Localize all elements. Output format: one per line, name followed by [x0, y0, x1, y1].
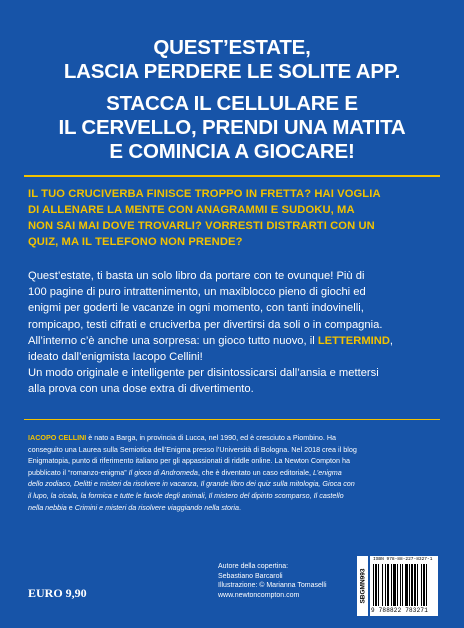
book-title: Il gioco di Andromeda	[128, 467, 198, 477]
blurb-text: ,	[389, 334, 394, 347]
blurb-line	[28, 333, 438, 349]
barcode-stripe	[373, 564, 374, 606]
blurb-line: ideato dall’enigmista Iacopo Cellini!	[28, 351, 203, 364]
bio-text: è nato a Barga, in provincia di Lucca, nel 1990, ed è cresciuto a Piombino. Ha	[86, 433, 337, 442]
bio-line: conseguito una Laurea sulla Semiotica dell’Enigma presso l’Università di Bologna. Nel 2018 crea il blog	[28, 444, 357, 454]
bio-text: pubblicato il “romanzo-enigma”	[28, 467, 129, 477]
barcode-stripe	[402, 564, 403, 606]
credit-line: Autore della copertina:	[218, 563, 289, 570]
book-title: L’enigma	[313, 467, 342, 477]
barcode-stripe	[375, 564, 377, 606]
barcode-stripe	[405, 564, 408, 606]
barcode-stripe	[378, 564, 379, 606]
bio-text: , che è diventato un caso editoriale,	[197, 467, 314, 477]
teaser-line: DI ALLENARE LA MENTE CON ANAGRAMMI E SUDOKU, MA	[28, 204, 355, 216]
book-title: il lupo, la cicala, la formica e tutte le favole degli animali, Il mistero del dipinto scomparso, Il castello	[28, 490, 344, 500]
barcode-stripe	[400, 564, 401, 606]
series-code-box	[357, 556, 368, 616]
series-code: SBGMN993	[359, 568, 366, 604]
blurb-line: Quest’estate, ti basta un solo libro da portare con te ovunque! Più di	[28, 270, 365, 282]
headline-line: STACCA IL CELLULARE E	[106, 92, 358, 115]
blurb-line: enigmi per goderti le vacanze in ogni momento, con tanti indovinelli,	[28, 302, 364, 315]
blurb-body	[28, 268, 438, 398]
headline-main	[0, 92, 464, 164]
headline-top	[0, 36, 464, 84]
price-label: EURO 9,90	[28, 586, 87, 600]
bio-line	[28, 467, 440, 479]
bio-line	[28, 478, 440, 490]
headline-line: E COMINCIA A GIOCARE!	[109, 140, 355, 163]
blurb-text: All’interno c’è anche una sorpresa: un gioco tutto nuovo, il	[28, 334, 318, 347]
author-bio	[28, 432, 440, 513]
blurb-line: 100 pagine di puro intrattenimento, un maxiblocco pieno di giochi ed	[28, 286, 366, 299]
barcode-stripe	[417, 564, 418, 606]
book-title: dello zodiaco, Delitti e misteri da risolvere in vacanza, Il grande libro dei quiz sulla mitologia, Gioca con	[28, 479, 355, 489]
bio-line	[28, 432, 440, 444]
barcode-stripe	[385, 564, 386, 606]
publisher-url: www.newtoncompton.com	[218, 591, 300, 599]
barcode-stripe	[387, 564, 389, 606]
isbn-digits: 9 788822 783271	[371, 607, 429, 614]
bio-line	[28, 490, 440, 502]
teaser-line: IL TUO CRUCIVERBA FINISCE TROPPO IN FRETTA? HAI VOGLIA	[28, 188, 381, 200]
headline-line: LASCIA PERDERE LE SOLITE APP.	[63, 60, 401, 83]
bio-text: .	[238, 502, 241, 512]
teaser-line: NON SAI MAI DOVE TROVARLI? VORRESTI DISTRARTI CON UN	[28, 220, 375, 232]
barcode-stripe	[426, 564, 427, 606]
lettermind-highlight: LETTERMIND	[317, 334, 390, 347]
author-name: IACOPO CELLINI	[28, 433, 87, 442]
cover-credits	[218, 562, 358, 600]
bio-line: Enigmatopia, punto di riferimento italiano per gli appassionati di riddle online. La Newton Compton ha	[28, 456, 351, 466]
barcode-stripe	[423, 564, 425, 606]
barcode-stripe	[421, 564, 422, 606]
barcode-stripe	[411, 564, 413, 606]
isbn-label: ISBN 978-88-227-8327-1	[373, 557, 433, 562]
credit-line: Illustrazione: © Marianna Tomaselli	[218, 582, 327, 590]
blurb-line: alla prova con una dose extra di divertimento.	[28, 383, 254, 396]
barcode-stripe	[391, 564, 392, 606]
blurb-line: Un modo originale e intelligente per disintossicarsi dall’ansia e mettersi	[28, 367, 379, 380]
barcode-stripe	[397, 564, 398, 606]
barcode-stripe	[382, 564, 383, 606]
blurb-line: rompicapo, testi cifrati e cruciverba per divertirsi da soli o in compagnia.	[28, 318, 383, 331]
credit-line: Sebastiano Barcaroli	[218, 572, 283, 580]
barcode-bars	[373, 564, 435, 606]
divider-rule	[24, 175, 440, 177]
bio-line	[28, 502, 440, 514]
teaser-line: QUIZ, MA IL TELEFONO NON PRENDE?	[28, 236, 243, 248]
barcode-stripe	[409, 564, 410, 606]
headline-line: QUEST’ESTATE,	[153, 36, 311, 59]
headline-line: IL CERVELLO, PRENDI UNA MATITA	[58, 116, 406, 139]
barcode-stripe	[393, 564, 396, 606]
book-title: Crimini e misteri da risolvere viaggiando nella storia	[74, 502, 239, 512]
teaser-questions	[28, 186, 436, 250]
barcode-stripe	[414, 564, 416, 606]
barcode	[370, 556, 438, 616]
bio-text: e	[66, 502, 75, 512]
book-title: nella nebbia	[28, 502, 67, 512]
divider-rule	[24, 419, 440, 420]
